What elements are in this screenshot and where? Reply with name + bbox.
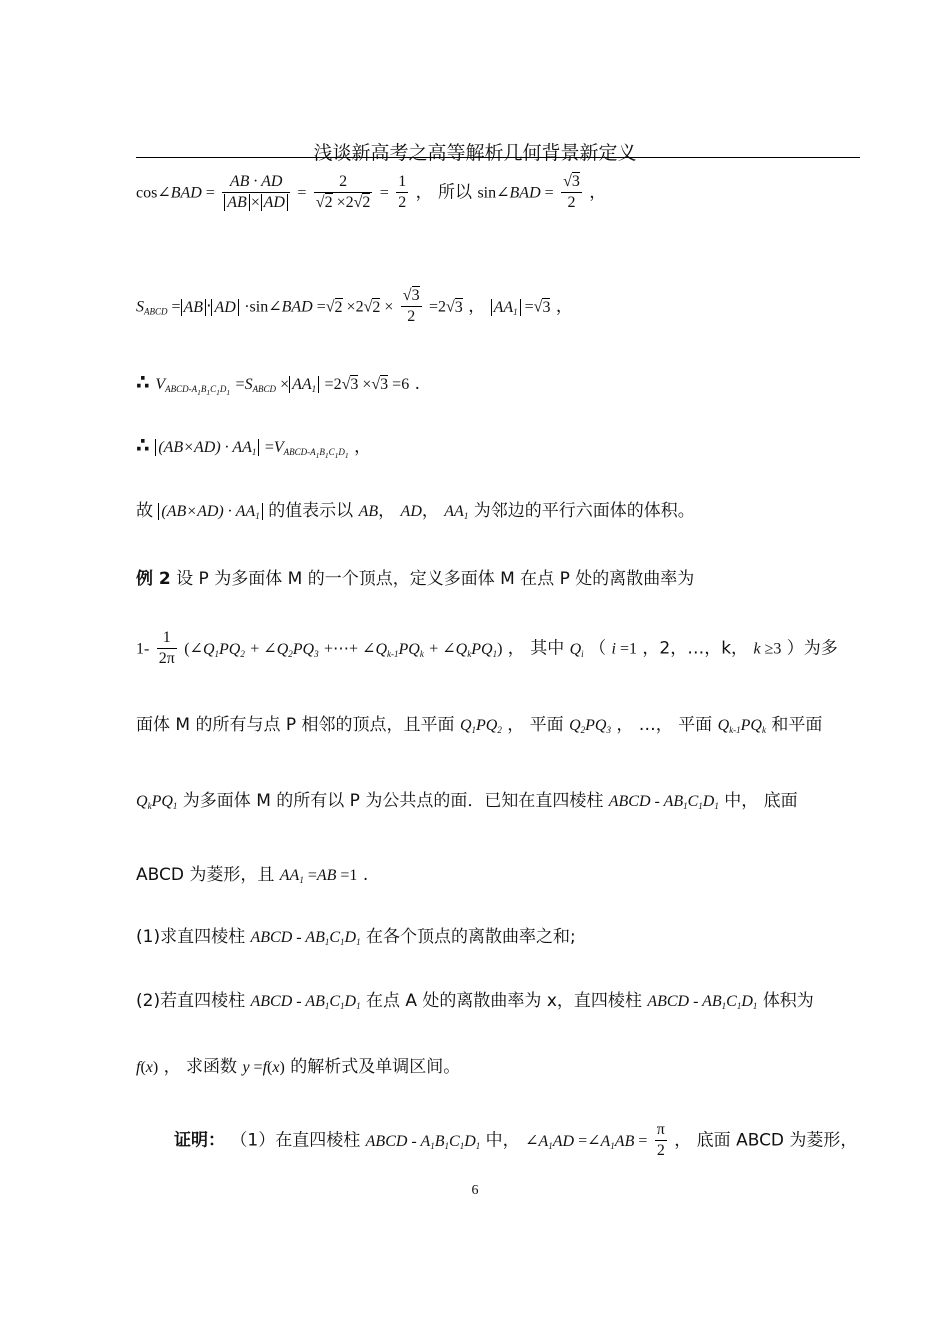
text: ABCD 为菱形，且 — [136, 865, 275, 885]
question-2-line2: f(x) ， 求函数 y =f(x) 的解析式及单调区间。 — [136, 1057, 461, 1077]
text: 中， — [485, 1130, 520, 1151]
text-list: ，2，…，k， — [642, 638, 749, 659]
formula-area-abcd: $S_{ABCD}$ = AB · AD ·sin∠BAD =√2 ×2√2 × $\frac{√3}{2}$ =2√3 ， $AA_1 =√3$ ， — [136, 287, 573, 325]
proof-label: 证明： — [174, 1130, 225, 1151]
example-2-line4: $Q_kPQ_1$ 为多面体 M 的所有以 P 为公共点的面．已知在直四棱柱 ABCD - $AB_1C_1D_1$ 中， 底面 — [136, 791, 798, 811]
text: . — [362, 865, 369, 885]
comma: ， — [555, 296, 573, 317]
page-number: 6 — [471, 1183, 479, 1198]
text: ， …， 平面 — [616, 715, 713, 735]
text: 为多面体 M 的所有以 P 为公共点的面．已知在直四棱柱 — [182, 791, 604, 811]
example-2-line3: 面体 M 的所有与点 P 相邻的顶点，且平面 $Q_1PQ_2$ ， 平面 $Q_2PQ_3$ ， …， 平面 $Q_{k-1}PQ_k$ 和平面 — [136, 715, 823, 735]
formula-mixed-product: ∴ $(AB\times AD) \cdot AA_1 =V_{ABCD-A_1B_1C_1D_1}$ ， — [136, 433, 372, 460]
text-end: 为邻边的平行六面体的体积。 — [473, 501, 695, 521]
text-qizhong: ， 其中 — [507, 638, 565, 659]
text-weiduo: ）为多 — [786, 638, 838, 659]
text: 体积为 — [762, 991, 814, 1011]
text: ， 求函数 — [163, 1057, 238, 1077]
example-2-line2: 1- $\frac{1}{2\pi}$ ($\angle Q_1PQ_2$ + $\angle Q_2PQ_3$ +⋯+ $\angle Q_{k-1}PQ_k$ + $\angle Q_kPQ_1$) ， 其中 $Q_i$ （ i =1 ，2，…，k， k ≥3 ）为多 — [136, 629, 838, 667]
text: 在各个顶点的离散曲率之和; — [366, 927, 576, 947]
question-2: (2)若直四棱柱 ABCD - $AB_1C_1D_1$ 在点 A 处的离散曲率为 x，直四棱柱 ABCD - $AB_1C_1D_1$ 体积为 — [136, 991, 814, 1011]
text: ， 平面 — [507, 715, 564, 735]
proof-line: 证明： （1）在直四棱柱 ABCD - $A_1B_1C_1D_1$ 中， $\angle A_1AD$ $=\angle A_1AB$ = $\frac{\pi}{2}$ ， 底面 ABCD 为菱形， — [174, 1121, 858, 1159]
example-2-line1 — [136, 564, 694, 589]
conclusion-line: 故 $(AB\times AD) \cdot AA_1$ 的值表示以 AB， AD， $AA_1$ 为邻边的平行六面体的体积。 — [136, 501, 695, 521]
comma: ， — [354, 437, 372, 457]
text-mid: 的值表示以 — [268, 501, 354, 521]
text: 面体 M 的所有与点 P 相邻的顶点，且平面 — [136, 715, 455, 735]
text: ， 底面 ABCD 为菱形， — [674, 1130, 858, 1151]
comma: ， — [378, 501, 396, 521]
text-so: ， 所以 — [415, 182, 473, 203]
text: 在点 A 处的离散曲率为 x，直四棱柱 — [366, 991, 642, 1011]
text: 的解析式及单调区间。 — [290, 1057, 461, 1077]
text: (1)求直四棱柱 — [136, 927, 246, 947]
text-gu: 故 — [136, 501, 153, 521]
header-rule — [136, 157, 860, 158]
formula-cos-bad: cos∠BAD = $\frac{AB \cdot AD}{AB \times AD}$ = $\frac{2}{√2 \times 2√2}$ = $\frac{1}{2}$ ， 所以 sin∠BAD = $\frac{√3}{2}$ ， — [136, 173, 607, 211]
text: (2)若直四棱柱 — [136, 991, 246, 1011]
formula-volume: ∴ $V_{ABCD-A_1B_1C_1D_1} =S_{ABCD} \times AA_1 =2√3 \times√3 =6$ . — [136, 370, 421, 397]
text: （1）在直四棱柱 — [230, 1130, 361, 1151]
paren: （ — [589, 638, 607, 659]
question-1: (1)求直四棱柱 ABCD - $AB_1C_1D_1$ 在各个顶点的离散曲率之和; — [136, 927, 576, 947]
example-text: 设 P 为多面体 M 的一个顶点，定义多面体 M 在点 P 处的离散曲率为 — [176, 569, 695, 589]
comma: ， — [589, 182, 607, 203]
period: . — [414, 374, 421, 394]
example-label: 例 2 — [136, 569, 171, 589]
text: 中， 底面 — [724, 791, 798, 811]
separator: ， — [468, 296, 486, 317]
text: 和平面 — [771, 715, 823, 735]
comma: ， — [421, 501, 439, 521]
example-2-line5: ABCD 为菱形，且 $AA_1 =AB =1$ . — [136, 865, 369, 885]
page-header-title: 浅谈新高考之高等解析几何背景新定义 — [313, 142, 637, 164]
